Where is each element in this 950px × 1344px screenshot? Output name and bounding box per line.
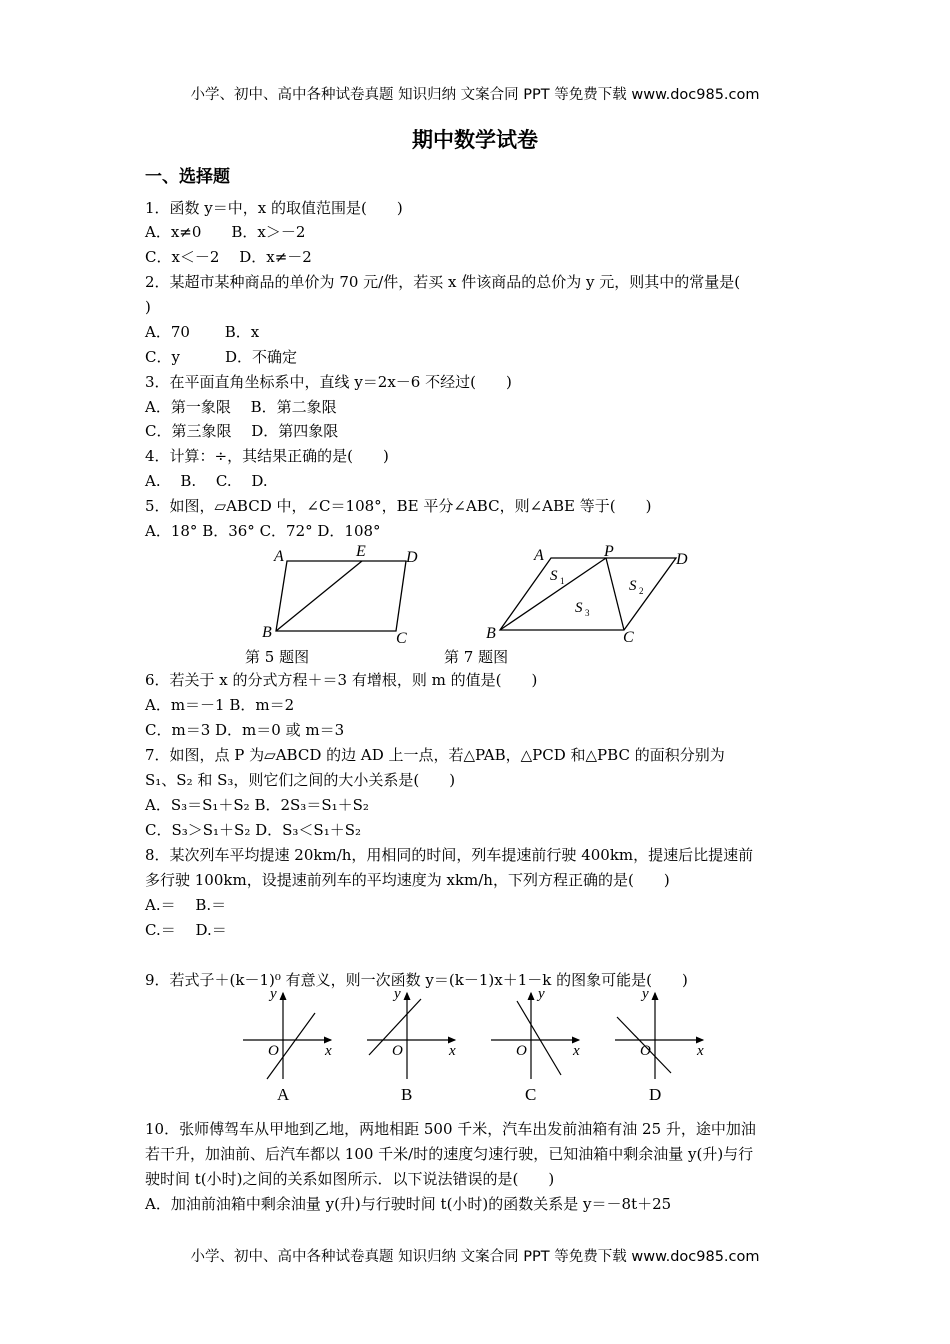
fig5-label-d: D [406,549,418,566]
option-label: C [525,1085,537,1104]
y-axis-label: y [394,986,401,1002]
fig7-label-s1: S [550,568,558,584]
graph-option-b [367,986,456,1104]
fig5-label-c: C [396,630,407,647]
page-footer: 小学、初中、高中各种试卷真题 知识归纳 文案合同 PPT 等免费下载 www.doc985.com [190,1249,760,1265]
question-line: 2．某超市某种商品的单价为 70 元/件，若买 x 件该商品的总价为 y 元，则其中的常量是( [145,273,741,291]
question-line: 若干升，加油前、后汽车都以 100 千米/时的速度匀速行驶，已知油箱中剩余油量 y(升)与行 [145,1145,754,1163]
origin-label: O [268,1043,279,1059]
question-line: S₁、S₂ 和 S₃，则它们之间的大小关系是( ) [145,771,456,789]
page-header: 小学、初中、高中各种试卷真题 知识归纳 文案合同 PPT 等免费下载 www.doc985.com [190,87,760,103]
question-line: C．第三象限 D．第四象限 [145,422,339,440]
fig7-sub-2: 2 [639,586,644,596]
question-line: A．第一象限 B．第二象限 [145,398,337,416]
question-line: A．加油前油箱中剩余油量 y(升)与行驶时间 t(小时)的函数关系是 y＝－8t＋25 [145,1195,672,1213]
graph-option-d [615,986,704,1104]
question-line: A．70 B．x [145,323,260,341]
question-line: ) [145,298,151,316]
fig5-label-a: A [274,548,284,565]
option-label: D [649,1085,662,1104]
figure-7-caption: 第 7 题图 [444,648,509,666]
origin-label: O [640,1043,651,1059]
fig7-label-p: P [604,543,614,560]
question-line: 1．函数 y＝中，x 的取值范围是( ) [145,199,403,217]
question-line: 多行驶 100km，设提速前列车的平均速度为 xkm/h，下列方程正确的是( ) [145,871,670,889]
fig7-label-c: C [623,629,634,646]
question-line: 6．若关于 x 的分式方程＋＝3 有增根，则 m 的值是( ) [145,671,538,689]
question-line: C．x＜－2 D．x≠－2 [145,248,312,266]
option-label: B [401,1085,413,1104]
question-9-graphs [235,985,725,1110]
fig7-label-a: A [534,547,544,564]
figure-5-parallelogram [258,540,418,650]
origin-label: O [392,1043,403,1059]
y-axis-label: y [642,986,649,1002]
question-line: C.＝ D.＝ [145,921,227,939]
question-line: A．m＝－1 B．m＝2 [145,696,295,714]
question-line: 7．如图，点 P 为▱ABCD 的边 AD 上一点，若△PAB，△PCD 和△PBC 的面积分别为 [145,746,725,764]
fig5-label-e: E [356,543,366,560]
fig7-label-b: B [486,625,496,642]
question-line: 8．某次列车平均提速 20km/h，用相同的时间，列车提速前行驶 400km，提速后比提速前 [145,846,754,864]
graph-option-a [243,986,332,1104]
figure-7-parallelogram [482,540,702,650]
x-axis-label: x [573,1043,580,1059]
fig7-label-d: D [676,551,688,568]
question-line: 3．在平面直角坐标系中，直线 y＝2x－6 不经过( ) [145,373,512,391]
fig7-label-s3: S [575,600,583,616]
question-line: A．18° B．36° C．72° D．108° [145,522,381,540]
origin-label: O [516,1043,527,1059]
question-line: A．x≠0 B．x＞－2 [145,223,306,241]
figure-5-caption: 第 5 题图 [245,648,310,666]
fig7-label-s2: S [629,578,637,594]
question-line: 4．计算：÷，其结果正确的是( ) [145,447,389,465]
fig7-sub-3: 3 [585,608,590,618]
question-line: A.＝ B.＝ [145,896,227,914]
fig7-sub-1: 1 [560,576,565,586]
question-line: A. B. C. D. [145,472,268,490]
question-line: A．S₃＝S₁＋S₂ B．2S₃＝S₁＋S₂ [145,796,369,814]
question-line: 10．张师傅驾车从甲地到乙地，两地相距 500 千米，汽车出发前油箱有油 25 升，途中加油 [145,1120,756,1138]
graph-option-c [491,986,580,1104]
question-line: C．S₃＞S₁＋S₂ D．S₃＜S₁＋S₂ [145,821,362,839]
x-axis-label: x [449,1043,456,1059]
question-line: 驶时间 t(小时)之间的关系如图所示．以下说法错误的是( ) [145,1170,555,1188]
option-label: A [277,1085,290,1104]
x-axis-label: x [697,1043,704,1059]
section-heading: 一、选择题 [145,167,230,187]
page-title: 期中数学试卷 [412,127,538,152]
fig5-label-b: B [262,624,272,641]
question-line: C．m＝3 D．m＝0 或 m＝3 [145,721,345,739]
question-line: 9．若式子＋(k－1)⁰ 有意义，则一次函数 y＝(k－1)x＋1－k 的图象可能是( ) [145,971,688,989]
question-line: C．y D．不确定 [145,348,297,366]
question-line: 5．如图，▱ABCD 中，∠C＝108°，BE 平分∠ABC，则∠ABE 等于( ) [145,497,652,515]
x-axis-label: x [325,1043,332,1059]
y-axis-label: y [538,986,545,1002]
y-axis-label: y [270,986,277,1002]
